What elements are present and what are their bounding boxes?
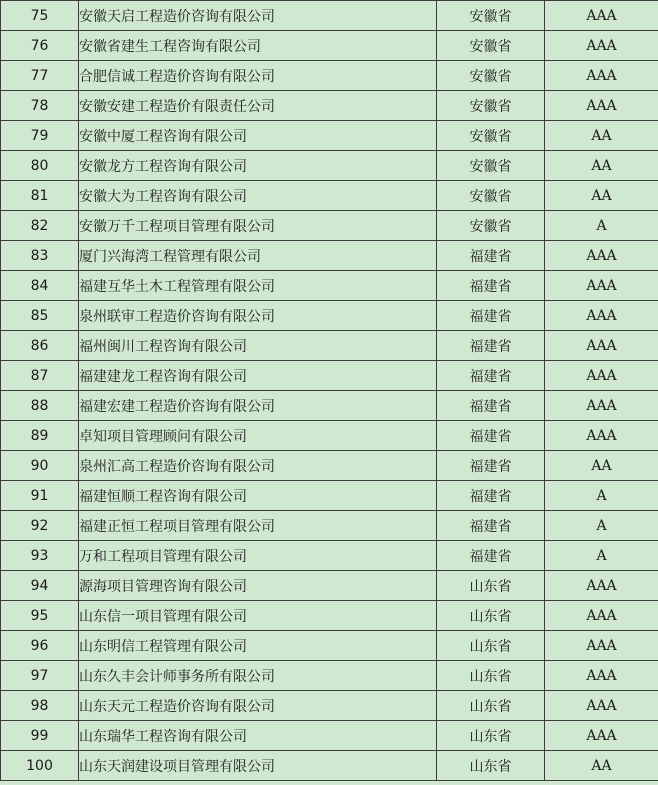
table-row bbox=[1, 361, 658, 391]
company-name-cell[interactable]: 卓知项目管理顾问有限公司 bbox=[79, 421, 437, 451]
province-cell[interactable]: 福建省 bbox=[437, 451, 545, 481]
row-number-cell[interactable]: 90 bbox=[1, 451, 79, 481]
grade-cell[interactable]: AAA bbox=[545, 391, 658, 421]
row-number-cell[interactable]: 76 bbox=[1, 31, 79, 61]
company-name-cell[interactable]: 安徽省建生工程咨询有限公司 bbox=[79, 31, 437, 61]
grade-cell[interactable]: AA bbox=[545, 181, 658, 211]
grade-cell[interactable]: AAA bbox=[545, 271, 658, 301]
table-row bbox=[1, 511, 658, 541]
table-row bbox=[1, 91, 658, 121]
company-name-cell[interactable]: 山东瑞华工程咨询有限公司 bbox=[79, 721, 437, 751]
table-row bbox=[1, 31, 658, 61]
table-row bbox=[1, 451, 658, 481]
province-cell[interactable]: 福建省 bbox=[437, 391, 545, 421]
company-name-cell[interactable]: 安徽万千工程项目管理有限公司 bbox=[79, 211, 437, 241]
grade-cell[interactable]: AAA bbox=[545, 631, 658, 661]
table-row bbox=[1, 241, 658, 271]
province-cell[interactable]: 福建省 bbox=[437, 271, 545, 301]
row-number-cell[interactable]: 81 bbox=[1, 181, 79, 211]
table-row bbox=[1, 181, 658, 211]
table-row bbox=[1, 751, 658, 781]
table-row bbox=[1, 541, 658, 571]
table-row bbox=[1, 151, 658, 181]
province-cell[interactable]: 福建省 bbox=[437, 511, 545, 541]
row-number-cell[interactable]: 82 bbox=[1, 211, 79, 241]
company-name-cell[interactable]: 安徽中厦工程咨询有限公司 bbox=[79, 121, 437, 151]
company-name-cell[interactable]: 福州闽川工程咨询有限公司 bbox=[79, 331, 437, 361]
grade-cell[interactable]: AAA bbox=[545, 721, 658, 751]
company-name-cell[interactable]: 泉州汇高工程造价咨询有限公司 bbox=[79, 451, 437, 481]
row-number-cell[interactable]: 80 bbox=[1, 151, 79, 181]
grade-cell[interactable]: AAA bbox=[545, 1, 658, 31]
company-name-cell[interactable]: 山东久丰会计师事务所有限公司 bbox=[79, 661, 437, 691]
company-name-cell[interactable]: 厦门兴海湾工程管理有限公司 bbox=[79, 241, 437, 271]
table-row bbox=[1, 601, 658, 631]
grade-cell[interactable]: AA bbox=[545, 151, 658, 181]
grade-cell[interactable]: A bbox=[545, 211, 658, 241]
grade-cell[interactable]: AAA bbox=[545, 661, 658, 691]
row-number-cell[interactable]: 98 bbox=[1, 691, 79, 721]
company-name-cell[interactable]: 安徽安建工程造价有限责任公司 bbox=[79, 91, 437, 121]
row-number-cell[interactable]: 94 bbox=[1, 571, 79, 601]
grade-cell[interactable]: AAA bbox=[545, 331, 658, 361]
province-cell[interactable]: 山东省 bbox=[437, 631, 545, 661]
row-number-cell[interactable]: 79 bbox=[1, 121, 79, 151]
company-name-cell[interactable]: 万和工程项目管理有限公司 bbox=[79, 541, 437, 571]
table-row bbox=[1, 211, 658, 241]
table-row bbox=[1, 301, 658, 331]
table-row bbox=[1, 631, 658, 661]
row-number-cell[interactable]: 100 bbox=[1, 751, 79, 781]
table-row bbox=[1, 421, 658, 451]
row-number-cell[interactable]: 99 bbox=[1, 721, 79, 751]
grade-cell[interactable]: AA bbox=[545, 451, 658, 481]
table-row bbox=[1, 481, 658, 511]
row-number-cell[interactable]: 96 bbox=[1, 631, 79, 661]
province-cell[interactable]: 福建省 bbox=[437, 331, 545, 361]
company-name-cell[interactable]: 福建宏建工程造价咨询有限公司 bbox=[79, 391, 437, 421]
table-row bbox=[1, 1, 658, 31]
grade-cell[interactable]: AAA bbox=[545, 691, 658, 721]
table-row bbox=[1, 121, 658, 151]
company-name-cell[interactable]: 泉州联审工程造价咨询有限公司 bbox=[79, 301, 437, 331]
row-number-cell[interactable]: 83 bbox=[1, 241, 79, 271]
company-name-cell[interactable]: 合肥信诚工程造价咨询有限公司 bbox=[79, 61, 437, 91]
company-name-cell[interactable]: 福建建龙工程咨询有限公司 bbox=[79, 361, 437, 391]
province-cell[interactable]: 安徽省 bbox=[437, 211, 545, 241]
row-number-cell[interactable]: 85 bbox=[1, 301, 79, 331]
province-cell[interactable]: 安徽省 bbox=[437, 121, 545, 151]
province-cell[interactable]: 山东省 bbox=[437, 751, 545, 781]
province-cell[interactable]: 山东省 bbox=[437, 661, 545, 691]
province-cell[interactable]: 山东省 bbox=[437, 691, 545, 721]
table-row bbox=[1, 721, 658, 751]
table-row bbox=[1, 61, 658, 91]
company-name-cell[interactable]: 安徽天启工程造价咨询有限公司 bbox=[79, 1, 437, 31]
grade-cell[interactable]: AAA bbox=[545, 301, 658, 331]
grade-cell[interactable]: AAA bbox=[545, 31, 658, 61]
company-name-cell[interactable]: 安徽龙方工程咨询有限公司 bbox=[79, 151, 437, 181]
company-name-cell[interactable]: 山东天润建设项目管理有限公司 bbox=[79, 751, 437, 781]
province-cell[interactable]: 安徽省 bbox=[437, 91, 545, 121]
table-row bbox=[1, 391, 658, 421]
row-number-cell[interactable]: 86 bbox=[1, 331, 79, 361]
grade-cell[interactable]: AAA bbox=[545, 361, 658, 391]
grade-cell[interactable]: A bbox=[545, 511, 658, 541]
row-number-cell[interactable]: 95 bbox=[1, 601, 79, 631]
company-name-cell[interactable]: 山东信一项目管理有限公司 bbox=[79, 601, 437, 631]
row-number-cell[interactable]: 78 bbox=[1, 91, 79, 121]
table-row bbox=[1, 691, 658, 721]
company-name-cell[interactable]: 福建互华土木工程管理有限公司 bbox=[79, 271, 437, 301]
table-row bbox=[1, 331, 658, 361]
row-number-cell[interactable]: 89 bbox=[1, 421, 79, 451]
company-name-cell[interactable]: 源海项目管理咨询有限公司 bbox=[79, 571, 437, 601]
row-number-cell[interactable]: 77 bbox=[1, 61, 79, 91]
row-number-cell[interactable]: 97 bbox=[1, 661, 79, 691]
grade-cell[interactable]: AAA bbox=[545, 61, 658, 91]
company-name-cell[interactable]: 山东明信工程管理有限公司 bbox=[79, 631, 437, 661]
table-row bbox=[1, 661, 658, 691]
province-cell[interactable]: 福建省 bbox=[437, 241, 545, 271]
row-number-cell[interactable]: 84 bbox=[1, 271, 79, 301]
row-number-cell[interactable]: 88 bbox=[1, 391, 79, 421]
province-cell[interactable]: 山东省 bbox=[437, 571, 545, 601]
row-number-cell[interactable]: 87 bbox=[1, 361, 79, 391]
row-number-cell[interactable]: 93 bbox=[1, 541, 79, 571]
row-number-cell[interactable]: 92 bbox=[1, 511, 79, 541]
grade-cell[interactable]: A bbox=[545, 481, 658, 511]
province-cell[interactable]: 福建省 bbox=[437, 421, 545, 451]
grade-cell[interactable]: A bbox=[545, 541, 658, 571]
grade-cell[interactable]: AAA bbox=[545, 91, 658, 121]
province-cell[interactable]: 安徽省 bbox=[437, 31, 545, 61]
company-name-cell[interactable]: 安徽大为工程咨询有限公司 bbox=[79, 181, 437, 211]
province-cell[interactable]: 福建省 bbox=[437, 481, 545, 511]
row-number-cell[interactable]: 91 bbox=[1, 481, 79, 511]
grade-cell[interactable]: AAA bbox=[545, 601, 658, 631]
table-row bbox=[1, 271, 658, 301]
province-cell[interactable]: 福建省 bbox=[437, 541, 545, 571]
company-name-cell[interactable]: 山东天元工程造价咨询有限公司 bbox=[79, 691, 437, 721]
grade-cell[interactable]: AAA bbox=[545, 421, 658, 451]
province-cell[interactable]: 山东省 bbox=[437, 601, 545, 631]
province-cell[interactable]: 安徽省 bbox=[437, 151, 545, 181]
grade-cell[interactable]: AAA bbox=[545, 571, 658, 601]
province-cell[interactable]: 安徽省 bbox=[437, 1, 545, 31]
grade-cell[interactable]: AA bbox=[545, 751, 658, 781]
province-cell[interactable]: 福建省 bbox=[437, 301, 545, 331]
province-cell[interactable]: 福建省 bbox=[437, 361, 545, 391]
company-name-cell[interactable]: 福建恒顺工程咨询有限公司 bbox=[79, 481, 437, 511]
province-cell[interactable]: 安徽省 bbox=[437, 61, 545, 91]
grade-cell[interactable]: AAA bbox=[545, 241, 658, 271]
province-cell[interactable]: 安徽省 bbox=[437, 181, 545, 211]
table-row bbox=[1, 571, 658, 601]
row-number-cell[interactable]: 75 bbox=[1, 1, 79, 31]
company-name-cell[interactable]: 福建正恒工程项目管理有限公司 bbox=[79, 511, 437, 541]
province-cell[interactable]: 山东省 bbox=[437, 721, 545, 751]
grade-cell[interactable]: AA bbox=[545, 121, 658, 151]
